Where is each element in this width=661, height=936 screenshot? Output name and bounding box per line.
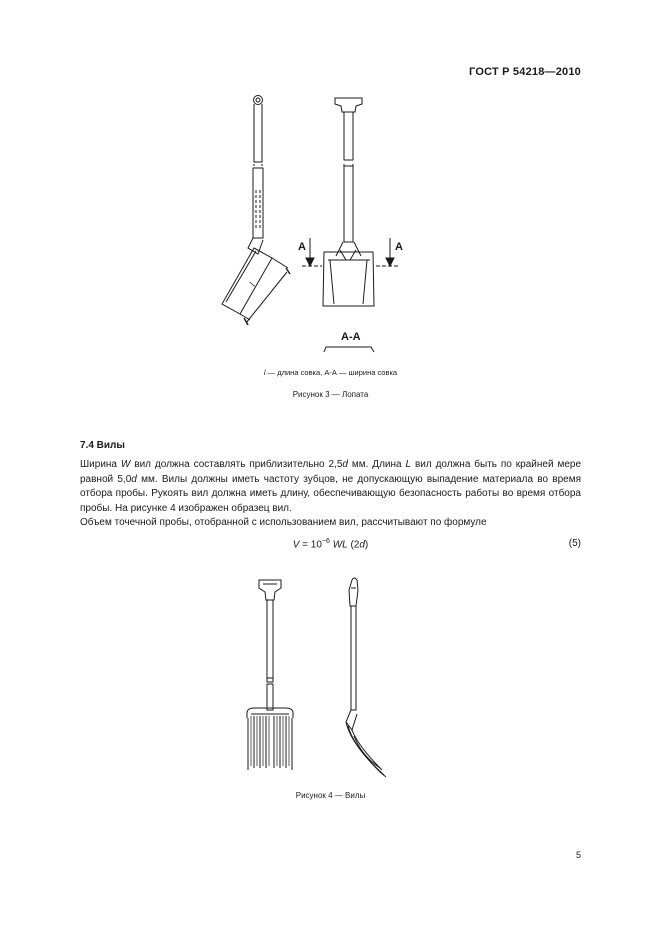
section-title: 7.4 Вилы	[80, 440, 125, 451]
formula-exponent: −6	[321, 538, 330, 545]
paragraph-1	[80, 458, 581, 516]
figure3-legend	[0, 368, 661, 377]
dimension-label: l	[247, 280, 258, 289]
p1-var-w: W	[120, 459, 131, 470]
p1-var-d2: d	[131, 473, 137, 485]
standard-header: ГОСТ Р 54218—2010	[469, 66, 581, 78]
p1-var-l: L	[405, 459, 412, 470]
pitchfork-figure	[230, 570, 400, 785]
shovel-figure	[210, 90, 420, 360]
p1-text-a: Ширина	[80, 459, 121, 470]
formula-eq: = 10	[299, 539, 322, 551]
p1-text-c: мм. Длина	[347, 459, 406, 470]
formula-number: (5)	[568, 538, 581, 549]
figure4-caption: Рисунок 4 — Вилы	[295, 791, 366, 800]
p1-text-b: вил должна составлять приблизительно 2,5	[130, 459, 343, 470]
arrow-right-label: A	[395, 241, 403, 253]
page-number: 5	[575, 850, 581, 860]
formula	[0, 538, 661, 550]
formula-var-v: V	[292, 539, 300, 551]
formula-paren-close: )	[364, 539, 369, 551]
formula-paren-open: (2	[347, 539, 360, 551]
p1-text-e: мм. Вилы должны иметь частоту зубцов, не допускающую выпадение материала во время отбора пробы. Рукоять вил должна иметь длину, обеспечивающую безопасность работы во время отбора пробы. На рисунке 4 изображен образец вил.	[80, 473, 581, 514]
section-label: A-A	[341, 331, 361, 343]
figure3-caption: Рисунок 3 — Лопата	[292, 390, 369, 399]
p1-text-d: вил должна быть по крайней мере равной 5,0	[80, 459, 581, 485]
arrow-left-label: A	[298, 241, 306, 253]
paragraph-2: Объем точечной пробы, отобранной с использованием вил, рассчитывают по формуле	[80, 517, 487, 528]
legend-variable: l	[263, 368, 266, 377]
formula-var-wl: WL	[332, 539, 348, 551]
formula-var-d: d	[359, 539, 365, 551]
legend-text: — длина совка, А-А — ширина совка	[265, 368, 398, 377]
p1-var-d1: d	[342, 459, 348, 470]
